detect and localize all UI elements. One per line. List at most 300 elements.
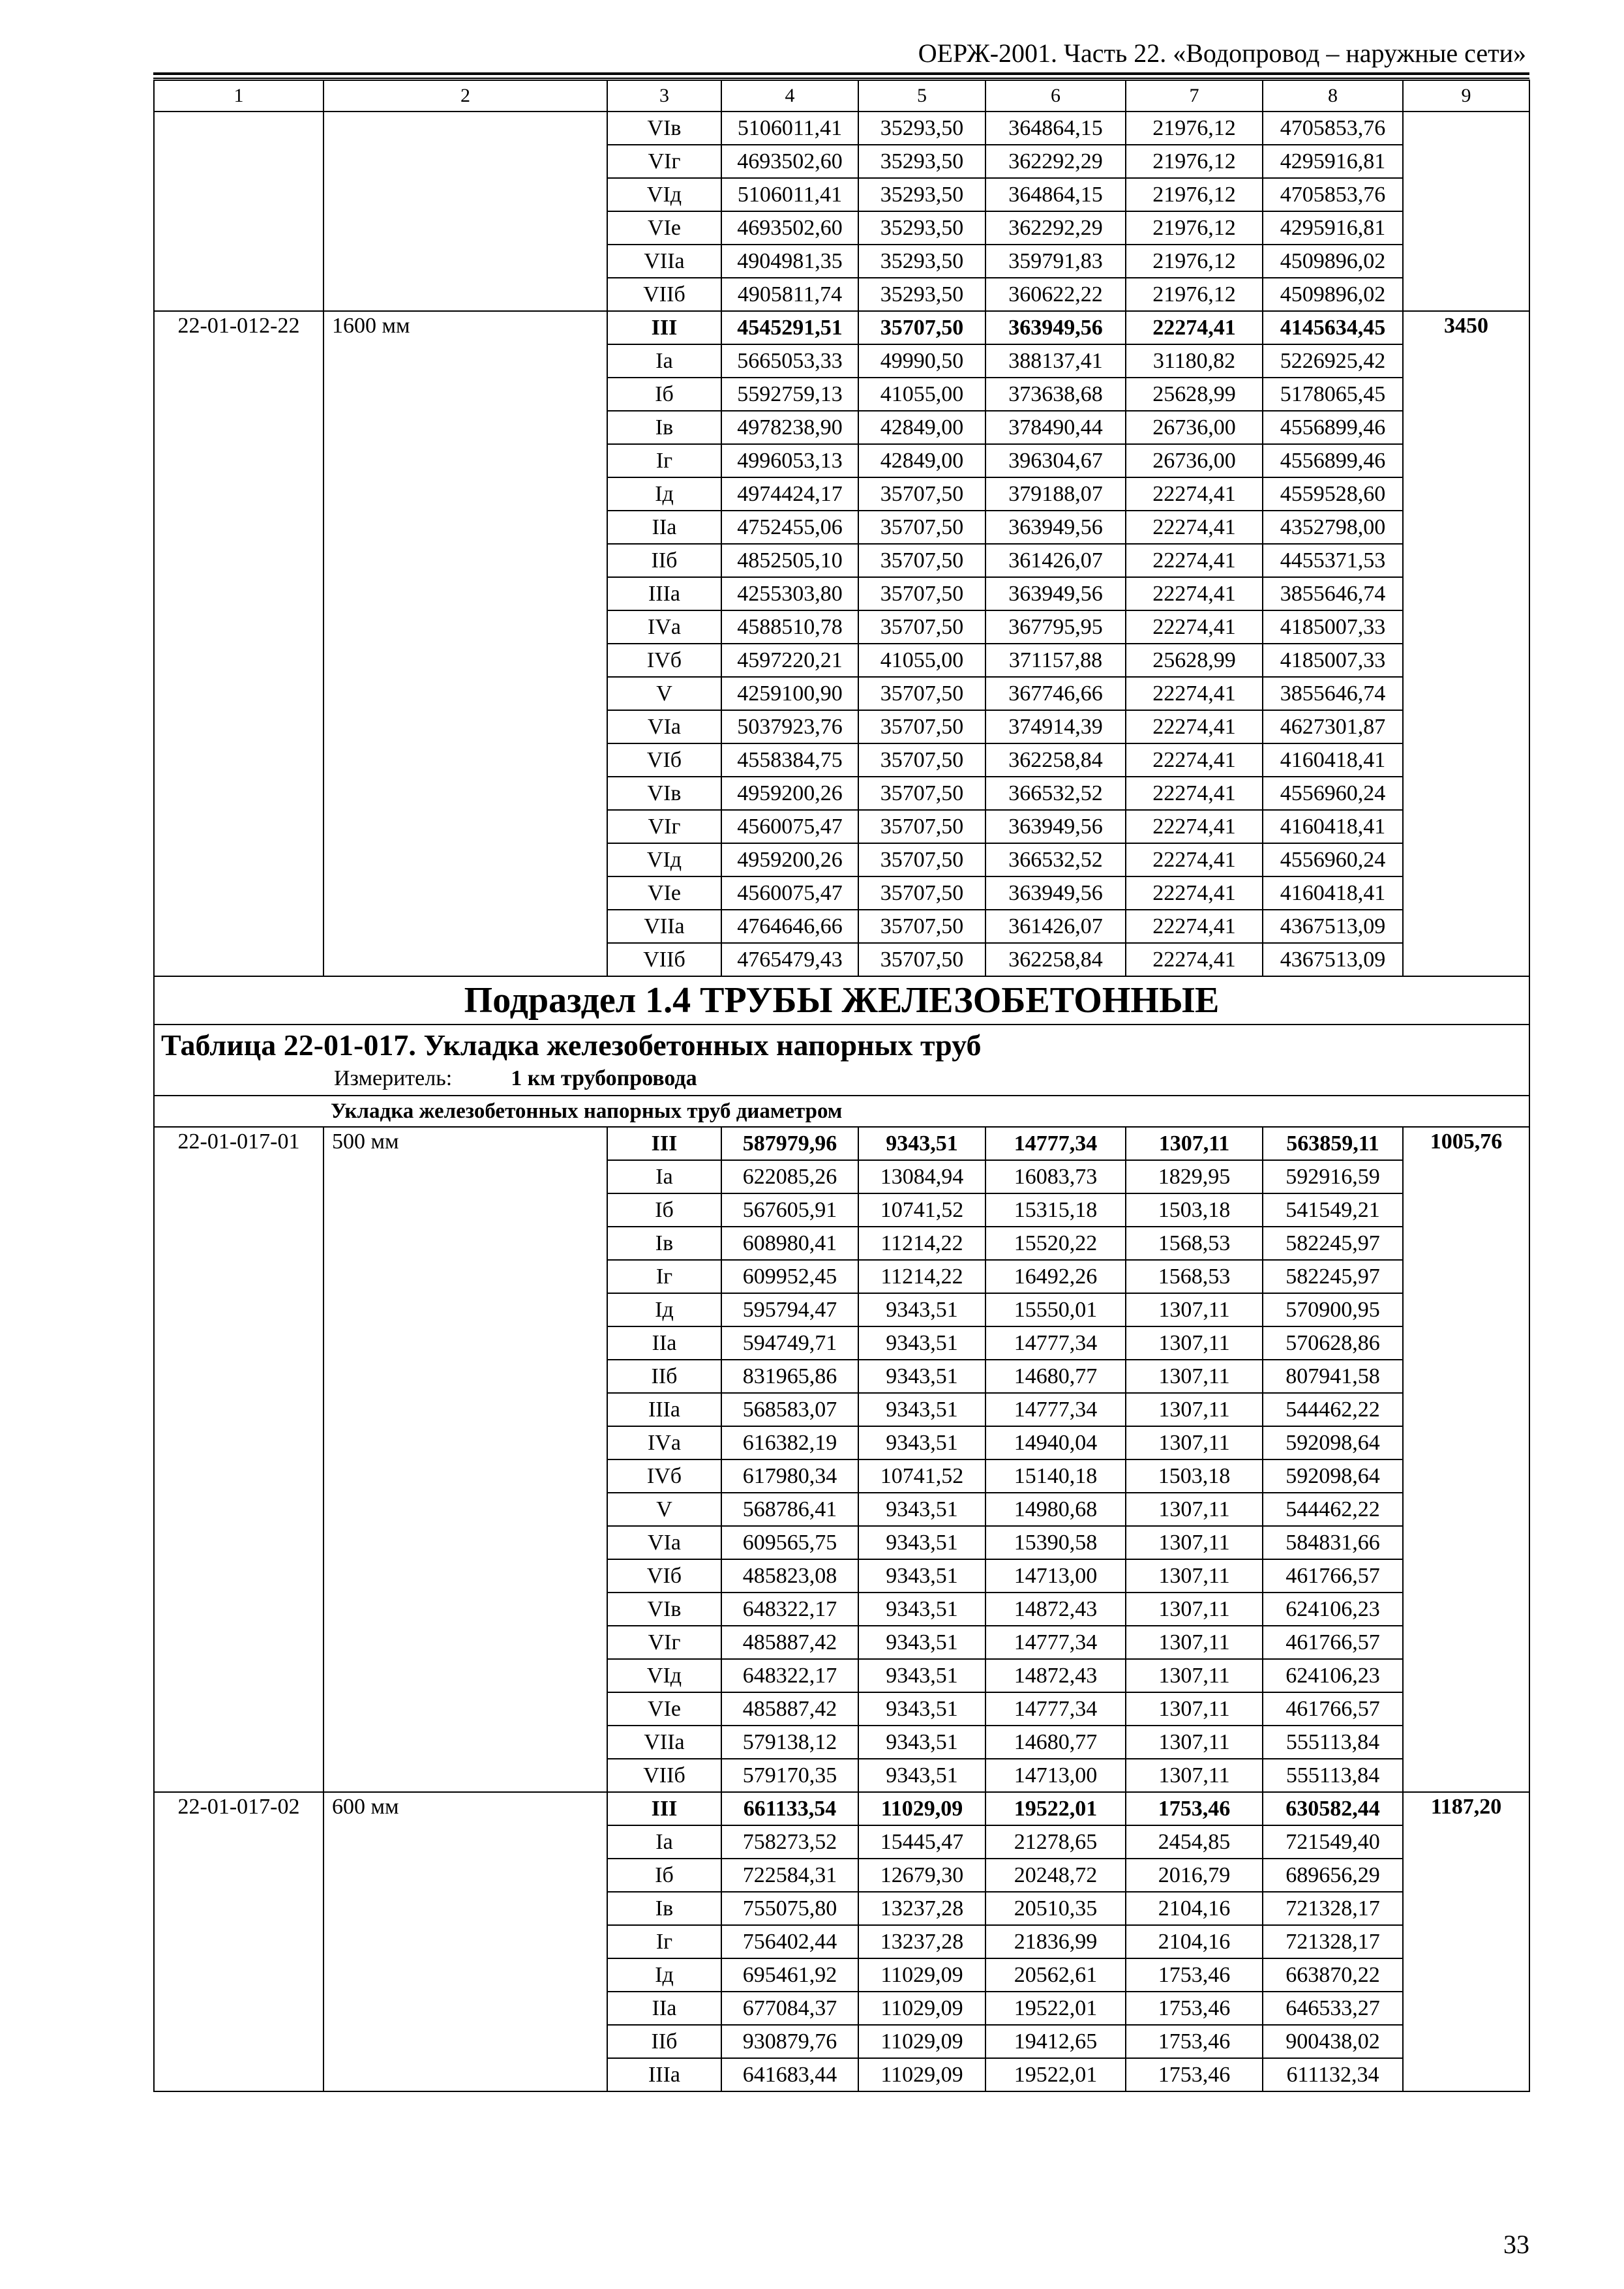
value-cell: 16492,26: [985, 1260, 1126, 1293]
value-cell: 624106,23: [1263, 1593, 1403, 1626]
value-cell: 22274,41: [1126, 610, 1263, 644]
group-title-row: [154, 1096, 1529, 1127]
value-cell: 4705853,76: [1263, 112, 1403, 145]
value-cell: 35707,50: [858, 743, 985, 777]
zone-cell: Iг: [607, 444, 721, 477]
value-cell: 4558384,75: [721, 743, 858, 777]
zone-cell: Iд: [607, 477, 721, 511]
header-rule-thick: [153, 72, 1529, 75]
value-cell: 15520,22: [985, 1227, 1126, 1260]
value-cell: 563859,11: [1263, 1127, 1403, 1160]
running-header: ОЕРЖ-2001. Часть 22. «Водопровод – наружные сети»: [918, 38, 1526, 68]
table-row: [154, 311, 1529, 344]
value-cell: 609565,75: [721, 1526, 858, 1559]
value-cell: 622085,26: [721, 1160, 858, 1193]
value-cell: 4996053,13: [721, 444, 858, 477]
value-cell: 616382,19: [721, 1426, 858, 1459]
zone-cell: III: [607, 311, 721, 344]
value-cell: 35707,50: [858, 910, 985, 943]
value-cell: 1307,11: [1126, 1659, 1263, 1692]
item-code: [154, 112, 323, 311]
value-cell: 371157,88: [985, 644, 1126, 677]
value-cell: 9343,51: [858, 1726, 985, 1759]
value-cell: 1307,11: [1126, 1593, 1263, 1626]
zone-cell: Iб: [607, 1193, 721, 1227]
value-cell: 9343,51: [858, 1593, 985, 1626]
value-cell: 14980,68: [985, 1493, 1126, 1526]
value-cell: 4367513,09: [1263, 943, 1403, 976]
value-cell: 9343,51: [858, 1759, 985, 1792]
value-cell: 16083,73: [985, 1160, 1126, 1193]
value-cell: 13084,94: [858, 1160, 985, 1193]
zone-cell: VIIб: [607, 943, 721, 976]
value-cell: 4145634,45: [1263, 311, 1403, 344]
zone-cell: IIа: [607, 511, 721, 544]
value-cell: 363949,56: [985, 810, 1126, 843]
value-cell: 22274,41: [1126, 311, 1263, 344]
zone-cell: Iд: [607, 1958, 721, 1992]
value-cell: 31180,82: [1126, 344, 1263, 378]
value-cell: 721328,17: [1263, 1925, 1403, 1958]
value-cell: 4560075,47: [721, 876, 858, 910]
value-cell: 20248,72: [985, 1859, 1126, 1892]
zone-cell: IIIа: [607, 577, 721, 610]
value-cell: 15140,18: [985, 1459, 1126, 1493]
table-row: [154, 1792, 1529, 1825]
zone-cell: IIб: [607, 1360, 721, 1393]
value-cell: 4455371,53: [1263, 544, 1403, 577]
value-cell: 1307,11: [1126, 1526, 1263, 1559]
value-cell: 4509896,02: [1263, 278, 1403, 311]
value-cell: 21976,12: [1126, 278, 1263, 311]
value-cell: 11029,09: [858, 2025, 985, 2058]
value-cell: 4295916,81: [1263, 145, 1403, 178]
value-cell: 22274,41: [1126, 876, 1263, 910]
value-cell: 592916,59: [1263, 1160, 1403, 1193]
value-cell: 378490,44: [985, 411, 1126, 444]
header-rule-thin: [153, 78, 1529, 79]
value-cell: 555113,84: [1263, 1726, 1403, 1759]
zone-cell: VIа: [607, 1526, 721, 1559]
value-cell: 19522,01: [985, 2058, 1126, 2091]
column-number: 2: [323, 80, 607, 112]
value-cell: 758273,52: [721, 1825, 858, 1859]
value-cell: 14872,43: [985, 1659, 1126, 1692]
value-cell: 587979,96: [721, 1127, 858, 1160]
value-cell: 367746,66: [985, 677, 1126, 710]
value-cell: 363949,56: [985, 876, 1126, 910]
value-cell: 14940,04: [985, 1426, 1126, 1459]
value-cell: 22274,41: [1126, 810, 1263, 843]
value-cell: 4160418,41: [1263, 743, 1403, 777]
value-cell: 22274,41: [1126, 943, 1263, 976]
item-col9: 1005,76: [1403, 1127, 1529, 1792]
value-cell: 1307,11: [1126, 1127, 1263, 1160]
value-cell: 1307,11: [1126, 1626, 1263, 1659]
value-cell: 35707,50: [858, 311, 985, 344]
value-cell: 2104,16: [1126, 1925, 1263, 1958]
value-cell: 900438,02: [1263, 2025, 1403, 2058]
zone-cell: Iв: [607, 1227, 721, 1260]
value-cell: 4693502,60: [721, 145, 858, 178]
value-cell: 13237,28: [858, 1892, 985, 1925]
item-col9: 3450: [1403, 311, 1529, 976]
value-cell: 592098,64: [1263, 1459, 1403, 1493]
zone-cell: Iа: [607, 1825, 721, 1859]
value-cell: 582245,97: [1263, 1227, 1403, 1260]
value-cell: 4905811,74: [721, 278, 858, 311]
zone-cell: VIд: [607, 178, 721, 211]
value-cell: 544462,22: [1263, 1393, 1403, 1426]
value-cell: 570900,95: [1263, 1293, 1403, 1326]
zone-cell: Iв: [607, 411, 721, 444]
column-number: 5: [858, 80, 985, 112]
value-cell: 461766,57: [1263, 1559, 1403, 1593]
value-cell: 35293,50: [858, 178, 985, 211]
zone-cell: VIг: [607, 810, 721, 843]
value-cell: 1307,11: [1126, 1360, 1263, 1393]
zone-cell: IVа: [607, 610, 721, 644]
value-cell: 695461,92: [721, 1958, 858, 1992]
value-cell: 396304,67: [985, 444, 1126, 477]
item-code: 22-01-012-22: [154, 311, 323, 976]
value-cell: 4556899,46: [1263, 411, 1403, 444]
value-cell: 359791,83: [985, 245, 1126, 278]
value-cell: 11029,09: [858, 1958, 985, 1992]
value-cell: 594749,71: [721, 1326, 858, 1360]
value-cell: 5106011,41: [721, 112, 858, 145]
value-cell: 485887,42: [721, 1626, 858, 1659]
value-cell: 362258,84: [985, 743, 1126, 777]
value-cell: 21976,12: [1126, 145, 1263, 178]
value-cell: 9343,51: [858, 1127, 985, 1160]
value-cell: 831965,86: [721, 1360, 858, 1393]
value-cell: 22274,41: [1126, 777, 1263, 810]
value-cell: 361426,07: [985, 910, 1126, 943]
value-cell: 35707,50: [858, 577, 985, 610]
value-cell: 366532,52: [985, 843, 1126, 876]
value-cell: 4185007,33: [1263, 644, 1403, 677]
zone-cell: VIIа: [607, 245, 721, 278]
value-cell: 14777,34: [985, 1692, 1126, 1726]
value-cell: 4255303,80: [721, 577, 858, 610]
value-cell: 4752455,06: [721, 511, 858, 544]
zone-cell: VIг: [607, 145, 721, 178]
value-cell: 648322,17: [721, 1659, 858, 1692]
item-code: 22-01-017-01: [154, 1127, 323, 1792]
value-cell: 35707,50: [858, 610, 985, 644]
column-number: 8: [1263, 80, 1403, 112]
table-title: Таблица 22-01-017. Укладка железобетонных напорных труб: [161, 1028, 982, 1062]
value-cell: 4160418,41: [1263, 876, 1403, 910]
value-cell: 388137,41: [985, 344, 1126, 378]
value-cell: 35707,50: [858, 477, 985, 511]
value-cell: 15315,18: [985, 1193, 1126, 1227]
zone-cell: Iг: [607, 1260, 721, 1293]
value-cell: 721549,40: [1263, 1825, 1403, 1859]
value-cell: 5592759,13: [721, 378, 858, 411]
value-cell: 22274,41: [1126, 743, 1263, 777]
value-cell: 611132,34: [1263, 2058, 1403, 2091]
value-cell: 11029,09: [858, 2058, 985, 2091]
value-cell: 20562,61: [985, 1958, 1126, 1992]
value-cell: 11029,09: [858, 1792, 985, 1825]
value-cell: 568786,41: [721, 1493, 858, 1526]
value-cell: 4597220,21: [721, 644, 858, 677]
value-cell: 641683,44: [721, 2058, 858, 2091]
zone-cell: Iб: [607, 1859, 721, 1892]
zone-cell: VIе: [607, 211, 721, 245]
value-cell: 2104,16: [1126, 1892, 1263, 1925]
value-cell: 21976,12: [1126, 211, 1263, 245]
value-cell: 13237,28: [858, 1925, 985, 1958]
value-cell: 755075,80: [721, 1892, 858, 1925]
value-cell: 9343,51: [858, 1692, 985, 1726]
column-number: 4: [721, 80, 858, 112]
value-cell: 362258,84: [985, 943, 1126, 976]
value-cell: 9343,51: [858, 1393, 985, 1426]
value-cell: 1307,11: [1126, 1393, 1263, 1426]
column-number: 6: [985, 80, 1126, 112]
value-cell: 22274,41: [1126, 577, 1263, 610]
zone-cell: III: [607, 1127, 721, 1160]
value-cell: 11029,09: [858, 1992, 985, 2025]
value-cell: 9343,51: [858, 1659, 985, 1692]
item-name: 600 мм: [323, 1792, 607, 2091]
zone-cell: III: [607, 1792, 721, 1825]
value-cell: 4185007,33: [1263, 610, 1403, 644]
value-cell: 35707,50: [858, 810, 985, 843]
value-cell: 4852505,10: [721, 544, 858, 577]
zone-cell: IIIа: [607, 1393, 721, 1426]
value-cell: 4765479,43: [721, 943, 858, 976]
value-cell: 1503,18: [1126, 1459, 1263, 1493]
value-cell: 1753,46: [1126, 2025, 1263, 2058]
zone-cell: Iа: [607, 1160, 721, 1193]
page-number: 33: [1503, 2230, 1529, 2259]
value-cell: 22274,41: [1126, 910, 1263, 943]
zone-cell: VIIа: [607, 910, 721, 943]
value-cell: 4259100,90: [721, 677, 858, 710]
value-cell: 677084,37: [721, 1992, 858, 2025]
value-cell: 14680,77: [985, 1726, 1126, 1759]
value-cell: 21976,12: [1126, 245, 1263, 278]
zone-cell: VIе: [607, 876, 721, 910]
value-cell: 1307,11: [1126, 1726, 1263, 1759]
value-cell: 3855646,74: [1263, 677, 1403, 710]
value-cell: 364864,15: [985, 112, 1126, 145]
value-cell: 541549,21: [1263, 1193, 1403, 1227]
item-code: 22-01-017-02: [154, 1792, 323, 2091]
value-cell: 4367513,09: [1263, 910, 1403, 943]
zone-cell: IIа: [607, 1326, 721, 1360]
subsection-title: Подраздел 1.4 ТРУБЫ ЖЕЛЕЗОБЕТОННЫЕ: [154, 976, 1529, 1025]
value-cell: 4545291,51: [721, 311, 858, 344]
value-cell: 624106,23: [1263, 1659, 1403, 1692]
column-number: 1: [154, 80, 323, 112]
value-cell: 35707,50: [858, 710, 985, 743]
value-cell: 568583,07: [721, 1393, 858, 1426]
column-number: 7: [1126, 80, 1263, 112]
value-cell: 461766,57: [1263, 1626, 1403, 1659]
value-cell: 25628,99: [1126, 644, 1263, 677]
value-cell: 14777,34: [985, 1626, 1126, 1659]
value-cell: 4352798,00: [1263, 511, 1403, 544]
value-cell: 35293,50: [858, 145, 985, 178]
zone-cell: VIв: [607, 112, 721, 145]
value-cell: 648322,17: [721, 1593, 858, 1626]
price-table: [153, 80, 1530, 2092]
value-cell: 4705853,76: [1263, 178, 1403, 211]
item-name: [323, 112, 607, 311]
value-cell: 14713,00: [985, 1559, 1126, 1593]
value-cell: 485823,08: [721, 1559, 858, 1593]
table-title-row: [154, 1025, 1529, 1096]
value-cell: 35293,50: [858, 211, 985, 245]
value-cell: 4556899,46: [1263, 444, 1403, 477]
zone-cell: IIа: [607, 1992, 721, 2025]
table-row: [154, 112, 1529, 145]
value-cell: 4295916,81: [1263, 211, 1403, 245]
value-cell: 22274,41: [1126, 477, 1263, 511]
zone-cell: VIд: [607, 843, 721, 876]
zone-cell: Iг: [607, 1925, 721, 1958]
value-cell: 4959200,26: [721, 777, 858, 810]
value-cell: 485887,42: [721, 1692, 858, 1726]
value-cell: 26736,00: [1126, 411, 1263, 444]
measure-line: [161, 1066, 1522, 1091]
value-cell: 4904981,35: [721, 245, 858, 278]
value-cell: 35707,50: [858, 677, 985, 710]
value-cell: 360622,22: [985, 278, 1126, 311]
value-cell: 9343,51: [858, 1326, 985, 1360]
value-cell: 721328,17: [1263, 1892, 1403, 1925]
value-cell: 35293,50: [858, 245, 985, 278]
value-cell: 19412,65: [985, 2025, 1126, 2058]
value-cell: 14680,77: [985, 1360, 1126, 1393]
table-row: [154, 1127, 1529, 1160]
measure-value: 1 км трубопровода: [511, 1066, 697, 1090]
value-cell: 35293,50: [858, 112, 985, 145]
value-cell: 42849,00: [858, 444, 985, 477]
value-cell: 1307,11: [1126, 1293, 1263, 1326]
zone-cell: VIг: [607, 1626, 721, 1659]
value-cell: 4959200,26: [721, 843, 858, 876]
measure-label: Измеритель:: [334, 1066, 453, 1090]
value-cell: 4588510,78: [721, 610, 858, 644]
value-cell: 9343,51: [858, 1559, 985, 1593]
zone-cell: Iа: [607, 344, 721, 378]
value-cell: 15390,58: [985, 1526, 1126, 1559]
value-cell: 21278,65: [985, 1825, 1126, 1859]
value-cell: 9343,51: [858, 1626, 985, 1659]
value-cell: 26736,00: [1126, 444, 1263, 477]
value-cell: 10741,52: [858, 1193, 985, 1227]
value-cell: 21836,99: [985, 1925, 1126, 1958]
group-title: Укладка железобетонных напорных труб диаметром: [154, 1096, 1529, 1127]
value-cell: 41055,00: [858, 644, 985, 677]
value-cell: 22274,41: [1126, 544, 1263, 577]
value-cell: 9343,51: [858, 1293, 985, 1326]
value-cell: 19522,01: [985, 1792, 1126, 1825]
zone-cell: Iв: [607, 1892, 721, 1925]
value-cell: 1753,46: [1126, 1958, 1263, 1992]
zone-cell: VIб: [607, 743, 721, 777]
value-cell: 35293,50: [858, 278, 985, 311]
zone-cell: IVб: [607, 644, 721, 677]
value-cell: 363949,56: [985, 311, 1126, 344]
value-cell: 4978238,90: [721, 411, 858, 444]
value-cell: 5665053,33: [721, 344, 858, 378]
value-cell: 363949,56: [985, 511, 1126, 544]
value-cell: 1568,53: [1126, 1260, 1263, 1293]
value-cell: 4556960,24: [1263, 843, 1403, 876]
value-cell: 364864,15: [985, 178, 1126, 211]
value-cell: 367795,95: [985, 610, 1126, 644]
value-cell: 1307,11: [1126, 1692, 1263, 1726]
zone-cell: VIIб: [607, 1759, 721, 1792]
zone-cell: IIб: [607, 544, 721, 577]
zone-cell: V: [607, 677, 721, 710]
value-cell: 15550,01: [985, 1293, 1126, 1326]
value-cell: 1307,11: [1126, 1493, 1263, 1526]
value-cell: 35707,50: [858, 511, 985, 544]
value-cell: 722584,31: [721, 1859, 858, 1892]
value-cell: 595794,47: [721, 1293, 858, 1326]
value-cell: 373638,68: [985, 378, 1126, 411]
value-cell: 689656,29: [1263, 1859, 1403, 1892]
subsection-row: [154, 976, 1529, 1025]
value-cell: 21976,12: [1126, 112, 1263, 145]
value-cell: 374914,39: [985, 710, 1126, 743]
table-header-block: [154, 1025, 1529, 1096]
value-cell: 570628,86: [1263, 1326, 1403, 1360]
value-cell: 4560075,47: [721, 810, 858, 843]
value-cell: 1307,11: [1126, 1759, 1263, 1792]
value-cell: 19522,01: [985, 1992, 1126, 2025]
value-cell: 592098,64: [1263, 1426, 1403, 1459]
value-cell: 363949,56: [985, 577, 1126, 610]
value-cell: 366532,52: [985, 777, 1126, 810]
item-name: 1600 мм: [323, 311, 607, 976]
value-cell: 1753,46: [1126, 1992, 1263, 2025]
zone-cell: IVа: [607, 1426, 721, 1459]
value-cell: 630582,44: [1263, 1792, 1403, 1825]
value-cell: 584831,66: [1263, 1526, 1403, 1559]
value-cell: 22274,41: [1126, 710, 1263, 743]
value-cell: 22274,41: [1126, 843, 1263, 876]
zone-cell: IIб: [607, 2025, 721, 2058]
zone-cell: Iб: [607, 378, 721, 411]
value-cell: 3855646,74: [1263, 577, 1403, 610]
value-cell: 582245,97: [1263, 1260, 1403, 1293]
value-cell: 14713,00: [985, 1759, 1126, 1792]
value-cell: 1307,11: [1126, 1426, 1263, 1459]
value-cell: 15445,47: [858, 1825, 985, 1859]
value-cell: 4556960,24: [1263, 777, 1403, 810]
value-cell: 2454,85: [1126, 1825, 1263, 1859]
value-cell: 5106011,41: [721, 178, 858, 211]
value-cell: 9343,51: [858, 1360, 985, 1393]
value-cell: 42849,00: [858, 411, 985, 444]
value-cell: 544462,22: [1263, 1493, 1403, 1526]
value-cell: 1753,46: [1126, 2058, 1263, 2091]
value-cell: 9343,51: [858, 1526, 985, 1559]
value-cell: 14872,43: [985, 1593, 1126, 1626]
zone-cell: VIв: [607, 1593, 721, 1626]
value-cell: 11214,22: [858, 1227, 985, 1260]
value-cell: 14777,34: [985, 1127, 1126, 1160]
